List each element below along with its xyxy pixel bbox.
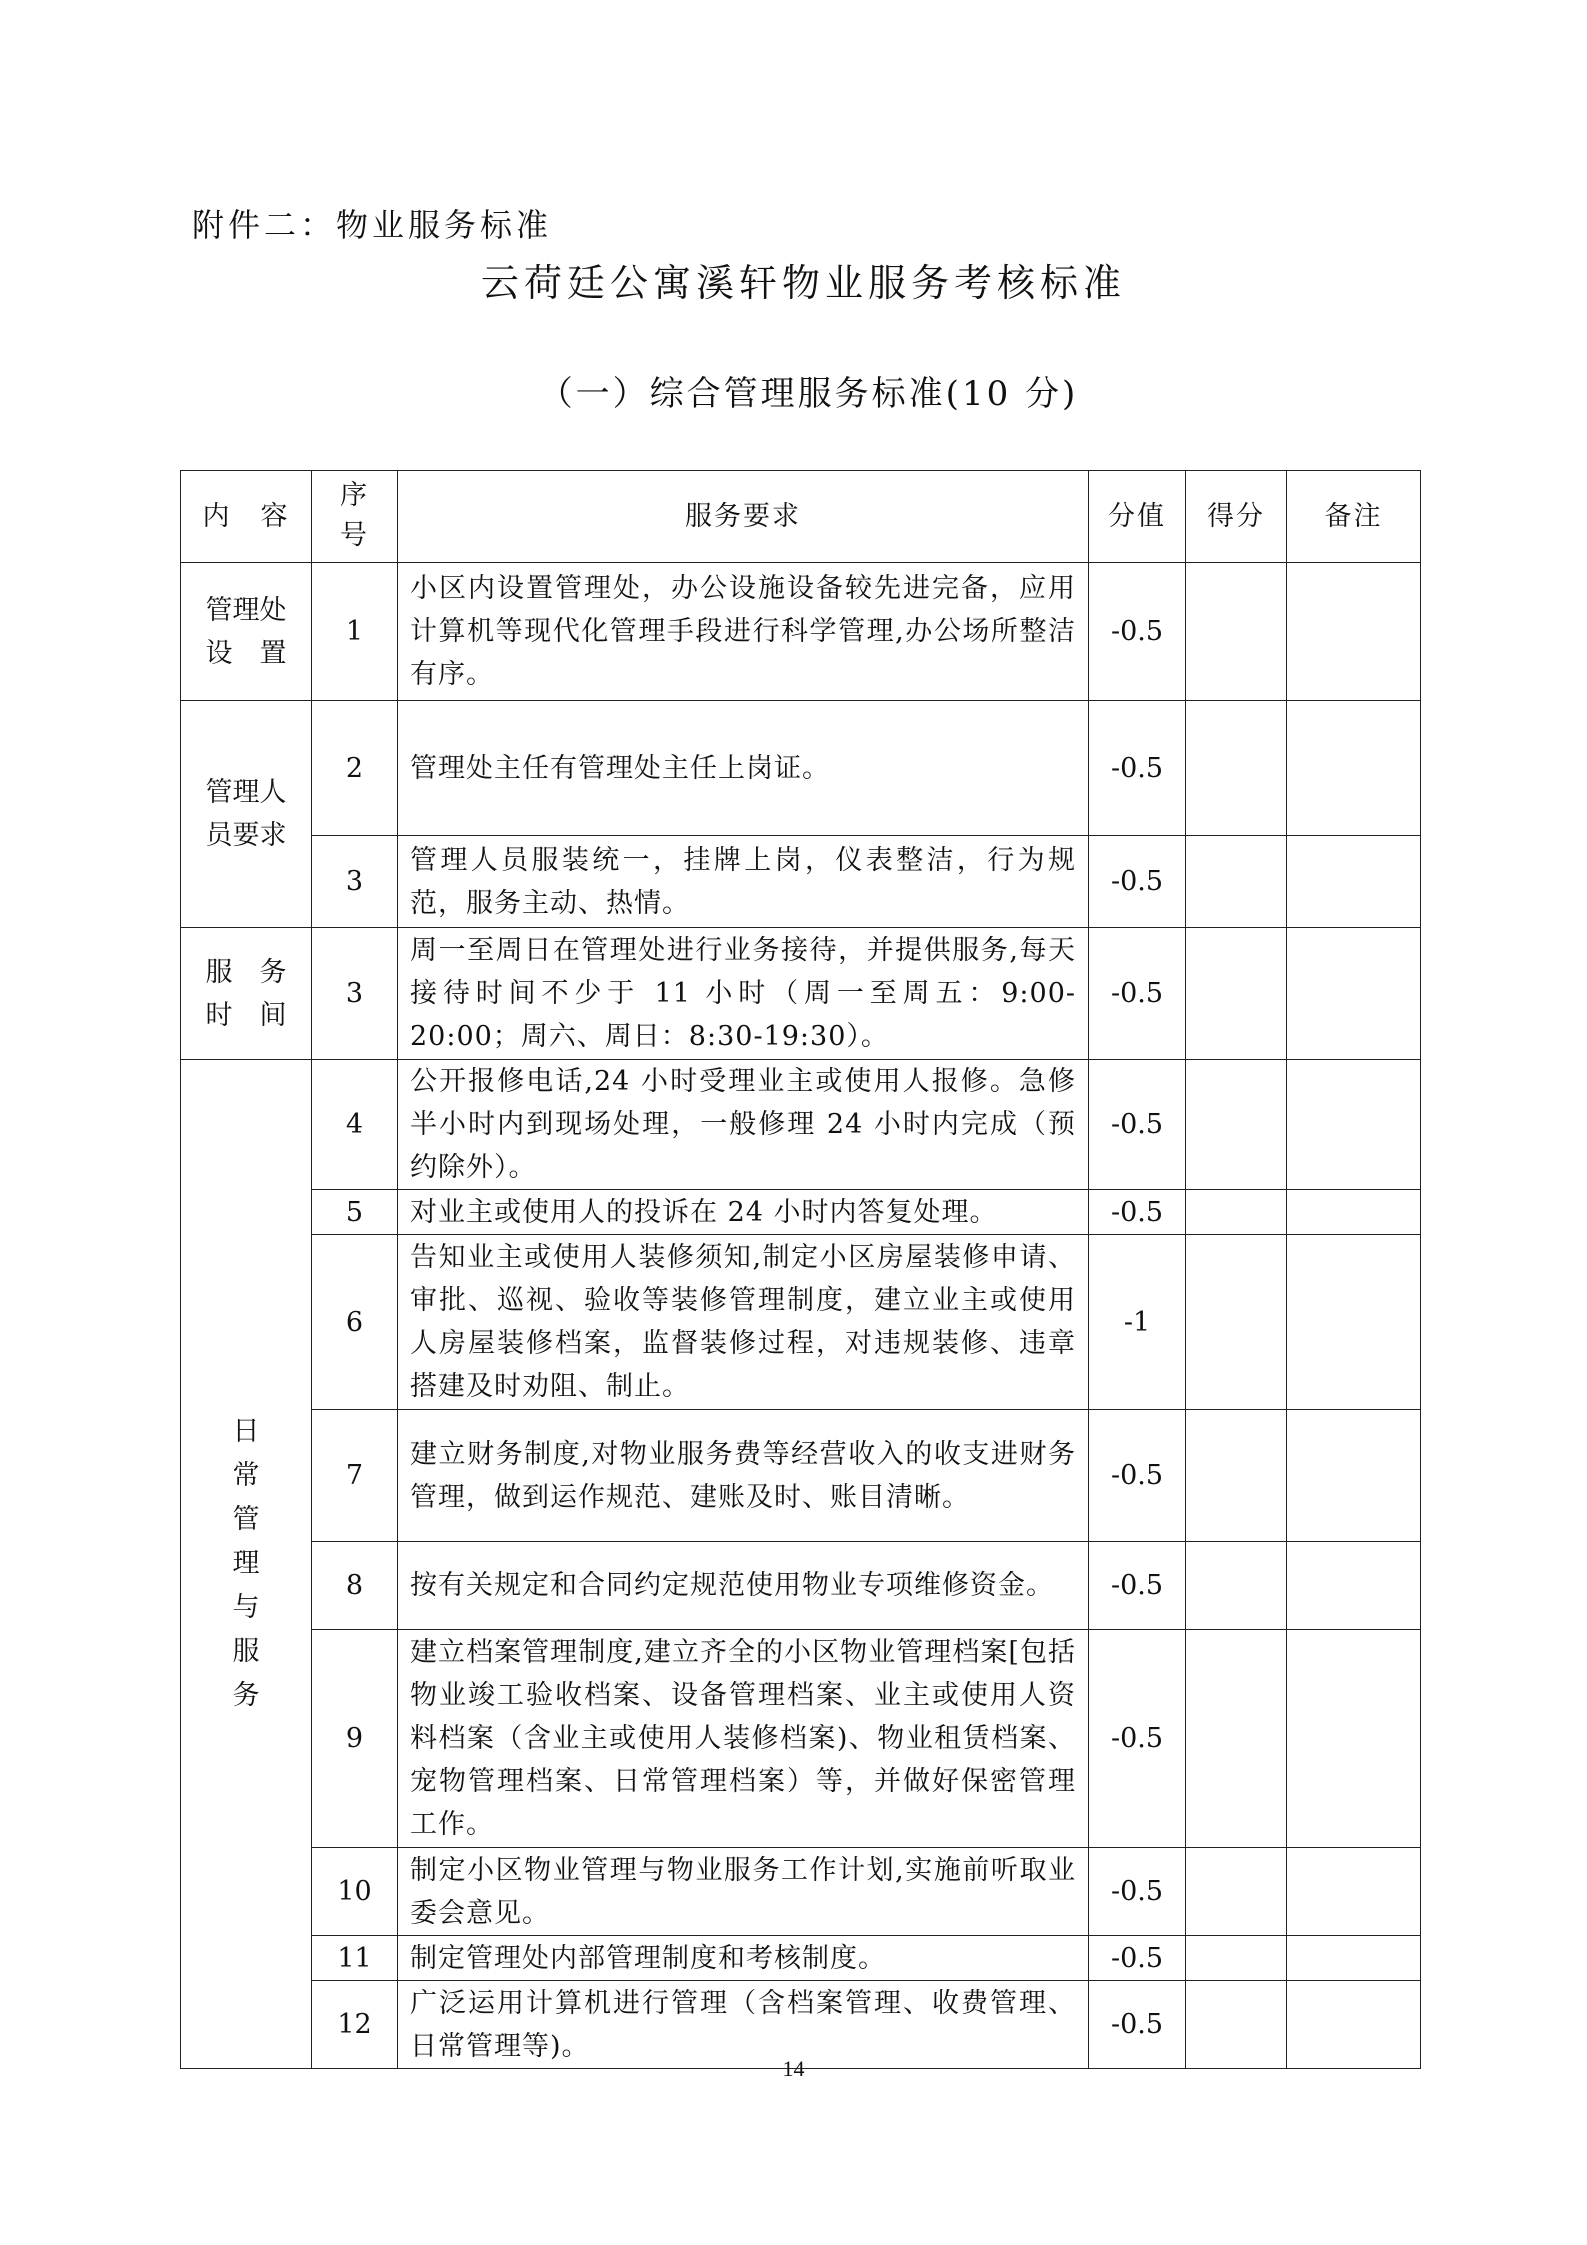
row-score: -0.5 (1089, 928, 1186, 1060)
row-requirement: 周一至周日在管理处进行业务接待，并提供服务,每天接待时间不少于 11 小时（周一至周五：9:00-20:00；周六、周日：8:30-19:30）。 (398, 928, 1089, 1060)
row-requirement: 制定管理处内部管理制度和考核制度。 (398, 1936, 1089, 1981)
category-staff-requirements: 管理人员要求 (181, 701, 312, 928)
row-obtained (1186, 836, 1287, 928)
row-score: -0.5 (1089, 1848, 1186, 1936)
row-remarks (1287, 1542, 1421, 1630)
row-obtained (1186, 1848, 1287, 1936)
row-obtained (1186, 1235, 1287, 1410)
row-requirement: 管理处主任有管理处主任上岗证。 (398, 701, 1089, 836)
row-requirement: 管理人员服装统一，挂牌上岗，仪表整洁，行为规范，服务主动、热情。 (398, 836, 1089, 928)
table-row (181, 928, 1421, 1060)
row-remarks (1287, 928, 1421, 1060)
row-obtained (1186, 1936, 1287, 1981)
table-row (181, 563, 1421, 701)
table-row (181, 1410, 1421, 1542)
row-obtained (1186, 1060, 1287, 1190)
table-row (181, 1630, 1421, 1848)
row-obtained (1186, 1190, 1287, 1235)
row-seq: 1 (312, 563, 398, 701)
header-content: 内 容 (181, 471, 312, 563)
row-seq: 2 (312, 701, 398, 836)
row-obtained (1186, 928, 1287, 1060)
row-seq: 3 (312, 836, 398, 928)
table-header-row (181, 471, 1421, 563)
row-requirement: 告知业主或使用人装修须知,制定小区房屋装修申请、审批、巡视、验收等装修管理制度，建立业主或使用人房屋装修档案，监督装修过程，对违规装修、违章搭建及时劝阻、制止。 (398, 1235, 1089, 1410)
row-obtained (1186, 1410, 1287, 1542)
row-seq: 3 (312, 928, 398, 1060)
row-remarks (1287, 1235, 1421, 1410)
row-obtained (1186, 1630, 1287, 1848)
row-seq: 7 (312, 1410, 398, 1542)
row-seq: 11 (312, 1936, 398, 1981)
row-requirement: 制定小区物业管理与物业服务工作计划,实施前听取业委会意见。 (398, 1848, 1089, 1936)
row-requirement: 广泛运用计算机进行管理（含档案管理、收费管理、日常管理等)。 (398, 1981, 1089, 2069)
row-requirement: 建立财务制度,对物业服务费等经营收入的收支进财务管理，做到运作规范、建账及时、账目清晰。 (398, 1410, 1089, 1542)
row-remarks (1287, 1630, 1421, 1848)
row-requirement: 建立档案管理制度,建立齐全的小区物业管理档案[包括物业竣工验收档案、设备管理档案、业主或使用人资料档案（含业主或使用人装修档案)、物业租赁档案、宠物管理档案、日常管理档案）等，并做好保密管理工作。 (398, 1630, 1089, 1848)
row-requirement: 小区内设置管理处，办公设施设备较先进完备，应用计算机等现代化管理手段进行科学管理,办公场所整洁有序。 (398, 563, 1089, 701)
row-remarks (1287, 1410, 1421, 1542)
attachment-label: 附件二：物业服务标准 (192, 206, 553, 244)
row-requirement: 对业主或使用人的投诉在 24 小时内答复处理。 (398, 1190, 1089, 1235)
row-score: -0.5 (1089, 836, 1186, 928)
row-remarks (1287, 1060, 1421, 1190)
row-obtained (1186, 563, 1287, 701)
category-service-hours: 服 务时 间 (181, 928, 312, 1060)
row-remarks (1287, 563, 1421, 701)
row-seq: 8 (312, 1542, 398, 1630)
row-score: -0.5 (1089, 1410, 1186, 1542)
row-seq: 10 (312, 1848, 398, 1936)
header-requirement: 服务要求 (398, 471, 1089, 563)
row-score: -0.5 (1089, 1542, 1186, 1630)
row-score: -0.5 (1089, 1190, 1186, 1235)
service-standard-table (180, 470, 1421, 2069)
row-remarks (1287, 701, 1421, 836)
table-row (181, 1190, 1421, 1235)
header-seq: 序号 (312, 471, 398, 563)
row-remarks (1287, 836, 1421, 928)
row-score: -1 (1089, 1235, 1186, 1410)
section-title: （一）综合管理服务标准(10 分) (538, 374, 1079, 414)
row-obtained (1186, 701, 1287, 836)
row-seq: 9 (312, 1630, 398, 1848)
row-remarks (1287, 1936, 1421, 1981)
header-remarks: 备注 (1287, 471, 1421, 563)
row-score: -0.5 (1089, 701, 1186, 836)
row-requirement: 按有关规定和合同约定规范使用物业专项维修资金。 (398, 1542, 1089, 1630)
table-row (181, 1542, 1421, 1630)
row-seq: 4 (312, 1060, 398, 1190)
header-obtained: 得分 (1186, 471, 1287, 563)
table-row (181, 836, 1421, 928)
row-score: -0.5 (1089, 1630, 1186, 1848)
row-score: -0.5 (1089, 563, 1186, 701)
document-title: 云荷廷公寓溪轩物业服务考核标准 (480, 261, 1126, 305)
row-seq: 6 (312, 1235, 398, 1410)
row-score: -0.5 (1089, 1060, 1186, 1190)
table-row (181, 1936, 1421, 1981)
row-score: -0.5 (1089, 1936, 1186, 1981)
table-row (181, 1060, 1421, 1190)
category-daily-management: 日常管理与服务 (181, 1060, 312, 2069)
table-row (181, 1235, 1421, 1410)
table-row (181, 701, 1421, 836)
header-score: 分值 (1089, 471, 1186, 563)
row-seq: 5 (312, 1190, 398, 1235)
category-office-setup: 管理处设 置 (181, 563, 312, 701)
row-requirement: 公开报修电话,24 小时受理业主或使用人报修。急修半小时内到现场处理，一般修理 24 小时内完成（预约除外）。 (398, 1060, 1089, 1190)
row-remarks (1287, 1848, 1421, 1936)
row-remarks (1287, 1190, 1421, 1235)
row-seq: 12 (312, 1981, 398, 2069)
row-score: -0.5 (1089, 1981, 1186, 2069)
row-obtained (1186, 1542, 1287, 1630)
page-number: 14 (782, 2056, 805, 2081)
table-row (181, 1848, 1421, 1936)
